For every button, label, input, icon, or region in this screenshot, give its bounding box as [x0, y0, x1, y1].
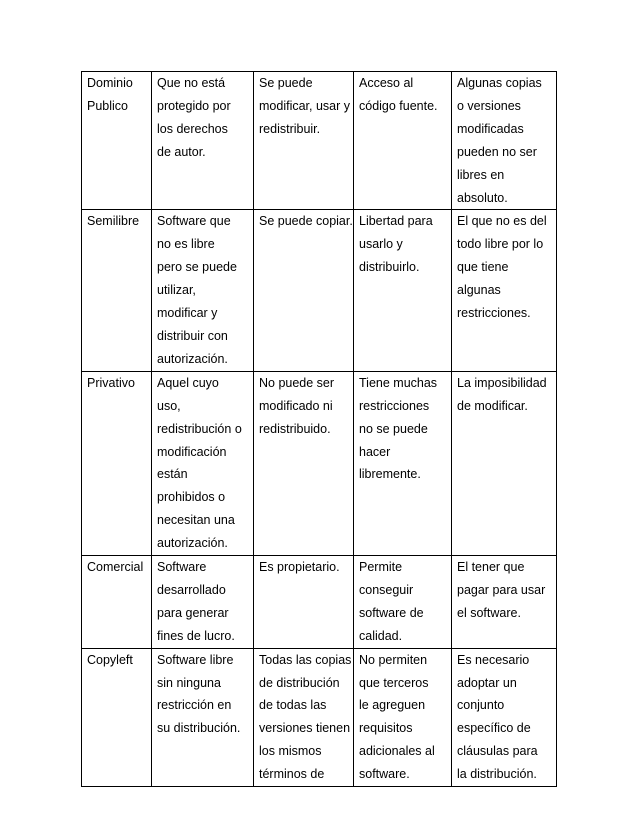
cell-text-line: o versiones: [457, 98, 521, 113]
table-cell: [82, 648, 152, 786]
cell-text-line: Todas las copias: [259, 652, 352, 667]
table-cell: [82, 210, 152, 371]
cell-text-line: libremente.: [359, 467, 421, 482]
cell-text-line: Aquel cuyo: [157, 375, 219, 390]
table-cell: [452, 556, 557, 649]
table-cell: [452, 371, 557, 555]
cell-text-line: cláusulas para: [457, 744, 538, 759]
cell-text-line: que terceros: [359, 675, 429, 690]
cell-text-line: Acceso al: [359, 76, 414, 90]
cell-text-line: No permiten: [359, 652, 428, 667]
table-cell: [354, 210, 452, 371]
cell-text-line: sin ninguna: [157, 675, 221, 690]
cell-text-line: pagar para usar: [457, 582, 546, 597]
table-cell: [152, 371, 254, 555]
cell-text-line: Es necesario: [457, 652, 530, 667]
cell-text-line: versiones tienen: [259, 721, 351, 736]
table-cell: [452, 72, 557, 210]
cell-text-line: Libertad para: [359, 214, 433, 229]
table-cell: [254, 210, 354, 371]
cell-text-line: redistribuir.: [259, 121, 321, 136]
cell-text-line: que tiene: [457, 260, 509, 275]
cell-text-line: El que no es del: [457, 214, 547, 229]
cell-text-line: código fuente.: [359, 98, 438, 113]
cell-text-line: modificar y: [157, 306, 218, 321]
cell-text-line: usarlo y: [359, 237, 403, 252]
cell-text-line: todo libre por lo: [457, 237, 544, 252]
cell-text-line: no se puede: [359, 421, 428, 436]
cell-text-line: protegido por: [157, 98, 231, 113]
cell-text-line: Software que: [157, 214, 231, 229]
cell-text-line: Se puede: [259, 76, 313, 90]
table-cell: [354, 648, 452, 786]
cell-text-line: de todas las: [259, 698, 327, 713]
cell-text-line: Dominio: [87, 76, 133, 90]
cell-text-line: modificado ni: [259, 398, 333, 413]
cell-text-line: absoluto.: [457, 190, 508, 205]
table-cell: [452, 648, 557, 786]
cell-text-line: Tiene muchas: [359, 375, 438, 390]
cell-text-line: libres en: [457, 167, 505, 182]
table-row-dominio: [82, 72, 557, 210]
cell-text-line: Algunas copias: [457, 76, 542, 90]
cell-text-line: de modificar.: [457, 398, 528, 413]
cell-text-line: No puede ser: [259, 375, 335, 390]
cell-text-line: modificación: [157, 444, 227, 459]
table-cell: [254, 371, 354, 555]
cell-text-line: modificadas: [457, 121, 524, 136]
cell-text-line: Software libre: [157, 652, 234, 667]
table-cell: [354, 371, 452, 555]
table-row-copyleft: [82, 648, 557, 786]
table-cell: [82, 556, 152, 649]
table-cell: [152, 556, 254, 649]
cell-text-line: Software: [157, 560, 207, 575]
table-row-semilibre: [82, 210, 557, 371]
cell-text-line: de autor.: [157, 144, 206, 159]
cell-text-line: algunas: [457, 283, 501, 298]
table-cell: [254, 556, 354, 649]
cell-text-line: adicionales al: [359, 744, 435, 759]
table-cell: [152, 210, 254, 371]
table-body: [82, 72, 557, 787]
cell-text-line: pueden no ser: [457, 144, 537, 159]
table-cell: [82, 371, 152, 555]
cell-text-line: hacer: [359, 444, 391, 459]
table-cell: [254, 72, 354, 210]
cell-text-line: Que no está: [157, 76, 226, 90]
table-row-comercial: [82, 556, 557, 649]
cell-text-line: Es propietario.: [259, 560, 340, 575]
cell-text-line: fines de lucro.: [157, 628, 235, 643]
table-cell: [82, 72, 152, 210]
cell-text-line: modificar, usar y: [259, 98, 351, 113]
cell-text-line: necesitan una: [157, 513, 235, 528]
cell-text-line: autorización.: [157, 351, 228, 366]
cell-text-line: la distribución.: [457, 767, 537, 782]
cell-text-line: El tener que: [457, 560, 525, 575]
cell-text-line: no es libre: [157, 237, 215, 252]
cell-text-line: requisitos: [359, 721, 413, 736]
table-cell: [354, 72, 452, 210]
table-cell: [254, 648, 354, 786]
cell-text-line: términos de: [259, 767, 325, 782]
cell-text-line: desarrollado: [157, 582, 226, 597]
cell-text-line: para generar: [157, 605, 229, 620]
table-row-privativo: [82, 371, 557, 555]
table-cell: [152, 648, 254, 786]
cell-text-line: conseguir: [359, 582, 414, 597]
cell-text-line: adoptar un: [457, 675, 517, 690]
cell-text-line: restricción en: [157, 698, 232, 713]
cell-text-line: están: [157, 467, 188, 482]
cell-text-line: distribuirlo.: [359, 260, 420, 275]
cell-text-line: Comercial: [87, 560, 144, 575]
cell-text-line: software.: [359, 767, 410, 782]
cell-text-line: de distribución: [259, 675, 340, 690]
cell-text-line: distribuir con: [157, 328, 228, 343]
cell-text-line: uso,: [157, 398, 181, 413]
table-cell: [354, 556, 452, 649]
cell-text-line: su distribución.: [157, 721, 241, 736]
cell-text-line: le agreguen: [359, 698, 426, 713]
license-types-table: [81, 71, 557, 787]
cell-text-line: conjunto: [457, 698, 505, 713]
cell-text-line: software de: [359, 605, 424, 620]
cell-text-line: calidad.: [359, 628, 403, 643]
cell-text-line: Privativo: [87, 375, 135, 390]
cell-text-line: restricciones.: [457, 306, 531, 321]
cell-text-line: los derechos: [157, 121, 228, 136]
cell-text-line: Permite: [359, 560, 403, 575]
cell-text-line: autorización.: [157, 536, 228, 551]
cell-text-line: La imposibilidad: [457, 375, 547, 390]
cell-text-line: Se puede copiar.: [259, 214, 353, 229]
cell-text-line: redistribuido.: [259, 421, 331, 436]
cell-text-line: Copyleft: [87, 652, 133, 667]
cell-text-line: redistribución o: [157, 421, 242, 436]
cell-text-line: Semilibre: [87, 214, 140, 229]
cell-text-line: pero se puede: [157, 260, 237, 275]
cell-text-line: prohibidos o: [157, 490, 226, 505]
cell-text-line: utilizar,: [157, 283, 196, 298]
cell-text-line: los mismos: [259, 744, 322, 759]
table-cell: [452, 210, 557, 371]
table-cell: [152, 72, 254, 210]
cell-text-line: restricciones: [359, 398, 430, 413]
cell-text-line: específico de: [457, 721, 531, 736]
cell-text-line: Publico: [87, 98, 128, 113]
cell-text-line: el software.: [457, 605, 521, 620]
